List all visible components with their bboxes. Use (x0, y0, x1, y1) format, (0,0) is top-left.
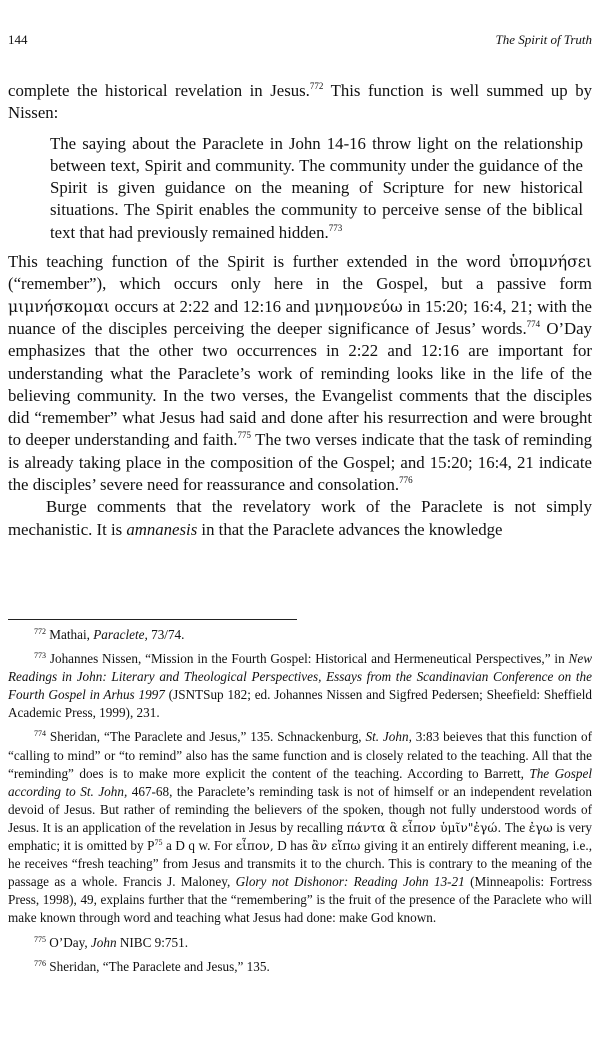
quote-text: The saying about the Paraclete in John 14-16 throw light on the relationship between text, Spirit and community. The community under the guidance of the Spirit is given guidance on the meaning of Scripture for new historical situations. The Spirit enables the community to perceive sense of the biblical text that had previously remained hidden. (50, 133, 583, 242)
greek-word: μνημονεύω (314, 297, 403, 316)
footnote-number: 773 (34, 651, 46, 661)
footnote-number: 775 (34, 934, 46, 944)
footnote-text: (Minneapolis: Fortress Press, 1998), 49, explains further that the “remembering” is the fruit of the presence of the Paraclete who will make known through word and teaching what Jesus had done: make God known. (8, 874, 592, 926)
footnote-text: 73/74. (147, 627, 185, 642)
footnote-773 (8, 650, 592, 722)
footnote-text: giving it an entirely different meaning, i.e., he receives “fresh teaching” from Jesus and transmits it to the church. This is contrary to the meaning of the passage as a whole. Francis J. Maloney, (8, 838, 592, 890)
footnote-ref: 774 (526, 318, 541, 329)
footnote-text: Sheridan, “The Paraclete and Jesus,” 135. Schnackenburg, (46, 729, 366, 745)
footnote-text: (JSNTSup 182; ed. Johannes Nissen and Sigfred Pedersen; Sheefield: Sheffield Academic Press, 1999), 231. (8, 687, 592, 721)
main-text (8, 80, 592, 541)
paragraph-text: This function is well summed up by Nissen: (8, 81, 593, 123)
footnotes (8, 626, 592, 982)
footnote-ref: 773 (328, 222, 343, 233)
paragraph-text: in that the Paraclete advances the knowledge (197, 519, 503, 539)
footnote-number: 774 (34, 729, 46, 739)
greek-word: ἐγω (528, 820, 553, 835)
citation-title: St. John, (365, 729, 412, 745)
footnote-text: Sheridan, “The Paraclete and Jesus,” 135. (46, 958, 270, 974)
footnote-text: 467-68, the Paraclete’s reminding task is not of himself or an independent revelation devoid of Jesus. But rather of reminding the believers of the spoken, though not fully understood words of Jesus. It is an application of the revelation in Jesus by recalling (8, 783, 592, 835)
paragraph-text: The two verses indicate that the task of reminding is already taking place in the composition of the Gospel; and 15:20; 16:4, 21 indicate the disciples’ severe need for reassurance and consolation. (8, 430, 592, 495)
paragraph-teaching-function (8, 251, 592, 496)
citation-title: The Gospel according to St. John, (8, 765, 592, 799)
greek-word: ὑπομνήσει (509, 253, 592, 272)
footnote-number: 776 (34, 958, 46, 968)
paragraph-opening (8, 80, 592, 125)
footnote-number: 772 (34, 627, 46, 636)
footnote-text: The (501, 819, 529, 835)
footnote-ref: 776 (399, 475, 413, 486)
citation-title: John (90, 934, 117, 950)
footnote-text: D has (273, 838, 312, 854)
footnote-ref: 775 (237, 430, 251, 441)
footnote-text: a D q w. For (162, 838, 236, 854)
greek-phrase: πάντα ἃ εἶπον ὑμῖν"ἐγώ. (346, 820, 502, 835)
footnote-776 (8, 958, 592, 976)
footnote-775 (8, 934, 592, 952)
page-number: 144 (8, 32, 28, 47)
paragraph-text: This teaching function of the Spirit is further extended in the word (8, 252, 509, 272)
citation-title: Glory not Dishonor: Reading John 13-21 (235, 874, 465, 890)
greek-word: μιμνήσκομαι (8, 297, 110, 316)
footnote-text: Johannes Nissen, “Mission in the Fourth Gospel: Historical and Hermeneutical Perspectives,” in (46, 651, 569, 667)
footnote-774 (8, 728, 592, 927)
running-title: The Spirit of Truth (495, 32, 592, 47)
citation-title: New Readings in John: Literary and Theological Perspectives, Essays from the Scandinavian Conference on the Fourth Gospel in Arhus 1997 (8, 651, 592, 703)
italic-term: amnanesis (126, 519, 198, 539)
running-head (8, 32, 592, 52)
paragraph-text: O’Day emphasizes that the other two occurrences in 2:22 and 12:16 are important for understanding what the Paraclete’s work of reminding looks like in the life of the believing community. In the two verses, the Evangelist comments that the disciples did “remember” what Jesus had said and done after his resurrection and were brought to deeper understanding and faith. (8, 318, 592, 450)
greek-phrase: ἂν εἴπω (311, 839, 361, 854)
block-quote (50, 133, 583, 244)
footnote-text: 3:83 beieves that this function of “calling to mind” or “to remind” also has the same function and is closely related to the teaching. All that the “reminding” does is to make more explicit the content of the teaching. According to Barrett, (8, 729, 592, 781)
footnote-772 (8, 626, 592, 644)
paragraph-text: in 15:20; 16:4, 21; with the nuance of the disciples perceiving the deeper significance of Jesus’ words. (8, 296, 592, 338)
footnote-text: is very emphatic; it is omitted by P (8, 819, 592, 854)
citation-title: Paraclete, (93, 627, 148, 642)
manuscript-superscript: 75 (154, 838, 163, 848)
paragraph-text: occurs at 2:22 and 12:16 and (109, 296, 315, 316)
paragraph-text: Burge comments that the revelatory work of the Paraclete is not simply mechanistic. It is (8, 497, 592, 539)
footnote-divider (8, 619, 297, 620)
footnote-text: O’Day, (46, 934, 91, 950)
footnote-text: NIBC 9:751. (116, 934, 188, 950)
paragraph-text: complete the historical revelation in Jesus. (8, 81, 310, 100)
footnote-text: Mathai, (46, 627, 94, 642)
footnote-ref: 772 (309, 81, 324, 91)
greek-word: εἶπον, (235, 839, 274, 854)
paragraph-burge (8, 496, 592, 541)
paragraph-text: (“remember”), which occurs only here in the Gospel, but a passive form (8, 274, 592, 294)
